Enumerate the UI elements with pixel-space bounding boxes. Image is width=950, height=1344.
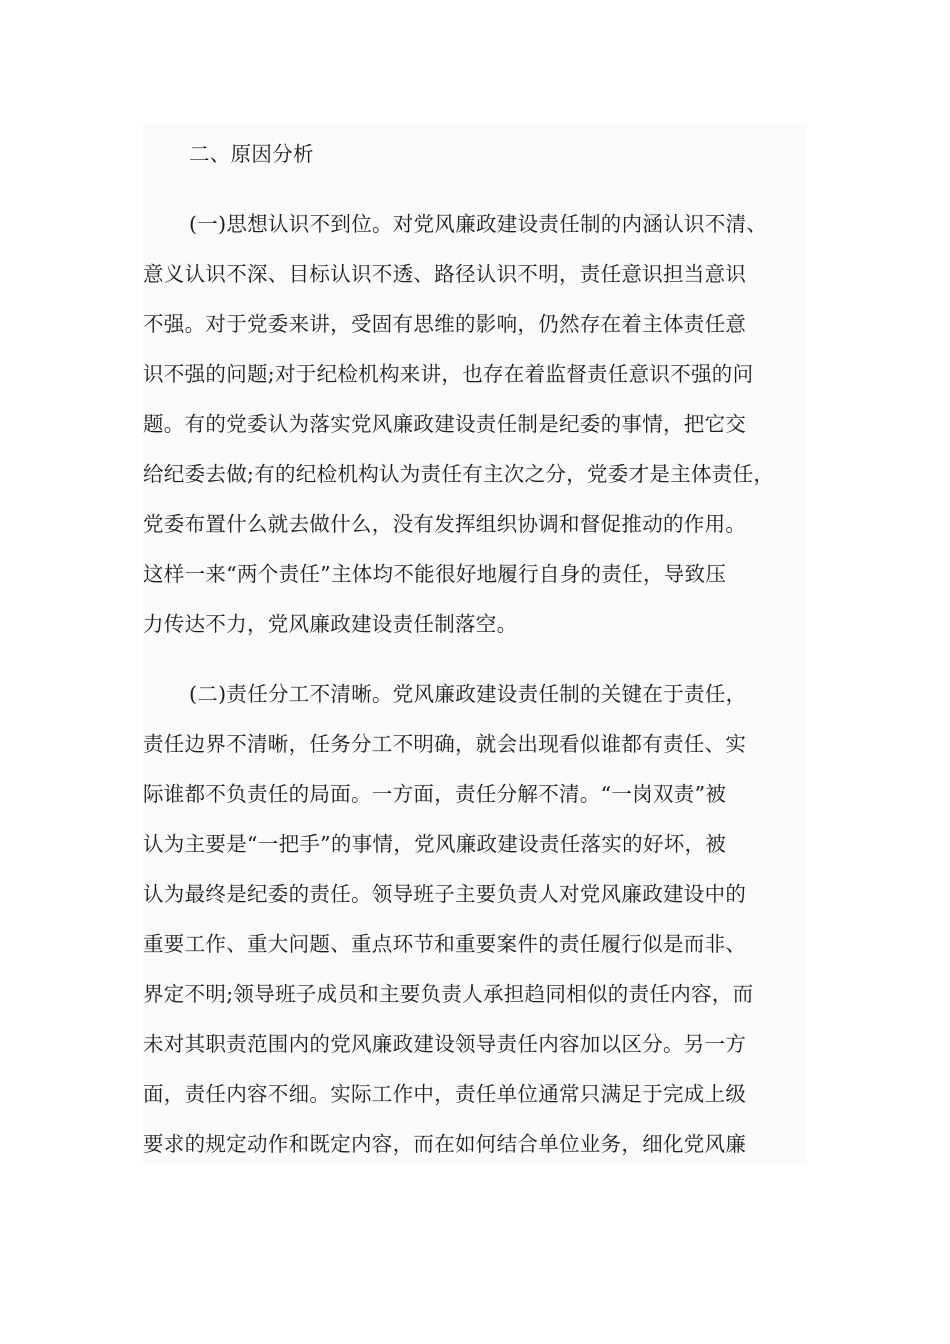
paragraph-line: 给纪委去做;有的纪检机构认为责任有主次之分，党委才是主体责任， [143, 462, 775, 486]
paragraph-line: 责任边界不清晰，任务分工不明确，就会出现看似谁都有责任、实 [143, 732, 747, 756]
paragraph-line: (一)思想认识不到位。对党风廉政建设责任制的内涵认识不清、 [189, 212, 768, 236]
paragraph-line: 界定不明;领导班子成员和主要负责人承担趋同相似的责任内容，而 [143, 982, 754, 1006]
paragraph-line: 识不强的问题;对于纪检机构来讲，也存在着监督责任意识不强的问 [143, 362, 754, 386]
paragraph-line: 不强。对于党委来讲，受固有思维的影响，仍然存在着主体责任意 [143, 312, 747, 336]
paragraph-line: 意义认识不深、目标认识不透、路径认识不明，责任意识担当意识 [143, 262, 747, 286]
section-heading: 二、原因分析 [189, 142, 314, 166]
paragraph-line: 题。有的党委认为落实党风廉政建设责任制是纪委的事情，把它交 [143, 412, 747, 436]
paragraph-line: 际谁都不负责任的局面。一方面，责任分解不清。“一岗双责”被 [143, 782, 727, 806]
paragraph-line: 力传达不力，党风廉政建设责任制落空。 [143, 612, 518, 636]
paragraph-line: 认为最终是纪委的责任。领导班子主要负责人对党风廉政建设中的 [143, 882, 747, 906]
paragraph-line: 认为主要是“一把手”的事情，党风廉政建设责任落实的好坏，被 [143, 832, 727, 856]
paragraph-line: 党委布置什么就去做什么，没有发挥组织协调和督促推动的作用。 [143, 512, 747, 536]
paragraph-line: 重要工作、重大问题、重点环节和重要案件的责任履行似是而非、 [143, 932, 747, 956]
paragraph-line: 要求的规定动作和既定内容，而在如何结合单位业务，细化党风廉 [143, 1132, 747, 1156]
text-block [143, 124, 806, 1164]
paragraph-line: 面，责任内容不细。实际工作中，责任单位通常只满足于完成上级 [143, 1082, 747, 1106]
paragraph-line: 未对其职责范围内的党风廉政建设领导责任内容加以区分。另一方 [143, 1032, 747, 1056]
paragraph-line: 这样一来“两个责任”主体均不能很好地履行自身的责任，导致压 [143, 562, 727, 586]
paragraph-line: (二)责任分工不清晰。党风廉政建设责任制的关键在于责任， [189, 682, 747, 706]
